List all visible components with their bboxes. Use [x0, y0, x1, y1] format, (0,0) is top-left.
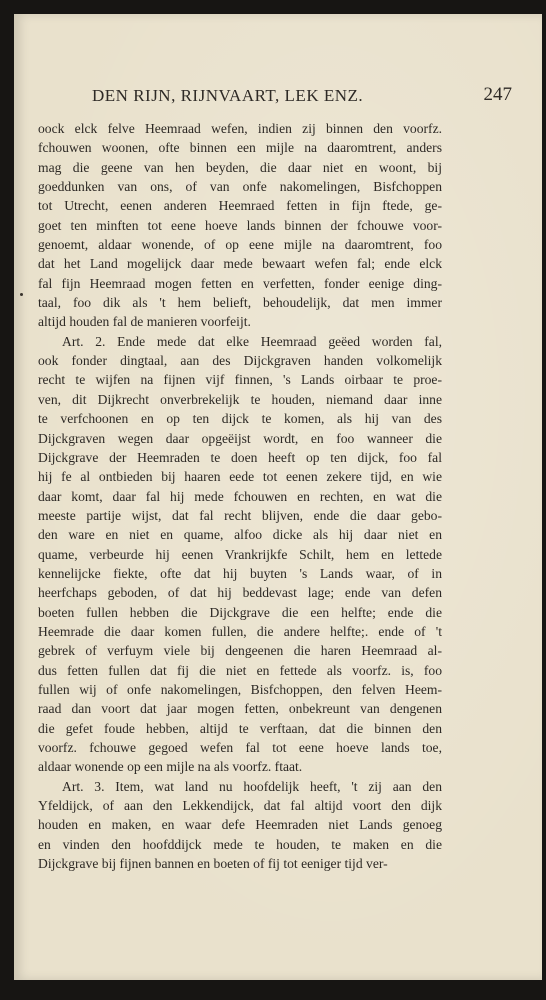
text-line: goeddunken van ons, of van onfe nakomelingen, Bisfchoppen: [38, 179, 442, 195]
text-line: Yfeldijck, of aan den Lekkendijck, dat fal altijd voort den dijk: [38, 798, 442, 814]
text-line: raad dan voort dat jaar mogen fetten, onbekreunt van dengenen: [38, 701, 442, 717]
text-line: voorfz. fchouwe gegoed wefen fal tot eene hoeve lands toe,: [38, 740, 442, 755]
text-line: altijd houden fal de manieren voorfeijt.: [38, 314, 251, 330]
text-line: Dijckgrave bij fijnen bannen en boeten of fij tot eeniger tijd ver-: [38, 856, 388, 872]
running-header: [92, 86, 512, 108]
text-line: ook fonder dingtaal, aan des Dijckgraven handen volkomelijk: [38, 353, 442, 369]
text-line: boeten fullen hebben die Dijckgrave die een helfte; ende die: [38, 604, 442, 620]
text-line: den ware en niet en quame, alfoo dicke als hij daar niet en: [38, 527, 442, 543]
text-line: hij fe al ontbieden bij haaren eede tot eenen zekere tijd, en wie: [38, 469, 442, 485]
text-line: daar komt, daar fal hij mede fchouwen en rechten, en wat die: [38, 488, 442, 504]
text-line: aldaar wonende op een mijle na als voorfz. ftaat.: [38, 759, 303, 775]
page-number: 247: [483, 84, 512, 105]
text-line: Dijckgrave der Heemraden te doen heeft op ten dijck, foo fal: [38, 449, 442, 465]
text-line: recht te wijfen na fijnen vijf finnen, 's Lands oirbaar te proe-: [38, 372, 442, 388]
text-line: goet ten minften tot eene hoeve lands binnen der fchouwe voor-: [38, 217, 442, 233]
text-line: heerfchaps geboden, of dat hij beddevast lage; ende van defen: [38, 585, 442, 601]
text-line: oock elck felve Heemraad wefen, indien zij binnen den voorfz.: [38, 121, 442, 136]
text-line: genoemt, aldaar wonende, of op eene mijle na daaromtrent, foo: [38, 237, 442, 253]
text-line: fullen wij of onfe nakomelingen, Bisfchoppen, den felven Heem-: [38, 681, 442, 697]
article-3-start: Art. 3. Item, wat land nu hoofdelijk heeft, 't zij aan den: [62, 778, 442, 794]
text-line: fchouwen woonen, ofte binnen een mijle na daaromtrent, anders: [38, 140, 442, 156]
running-title: DEN RIJN, RIJNVAART, LEK ENZ.: [92, 86, 364, 105]
margin-mark: [20, 293, 23, 296]
text-line: dat het Land mogelijck daar mede bewaart wefen fal; ende elck: [38, 256, 442, 272]
text-line: gebrek of verfuym viele bij dengeenen die haren Heemraad al-: [38, 643, 442, 659]
text-line: te verfchoonen en op ten dijck te komen, als hij van des: [38, 411, 442, 427]
text-line: die gefet foude hebben, altijd te verftaan, dat die binnen den: [38, 720, 442, 736]
text-line: quame, verbeurde hij eenen Vrankrijkfe Schilt, hem en lettede: [38, 546, 442, 562]
text-line: mag die geene van hen beyden, die daar niet en woont, bij: [38, 159, 442, 175]
text-line: meeste partije wijst, dat fal recht blijven, ende die daar gebo-: [38, 507, 442, 523]
body-text: [38, 119, 442, 873]
text-line: houden en maken, en waar defe Heemraden niet Lands genoeg: [38, 817, 442, 833]
text-line: fal fijn Heemraad mogen fetten en verfetten, fonder eenige ding-: [38, 275, 442, 291]
text-line: kennelijcke fiekte, ofte dat hij buyten 's Lands waar, of in: [38, 565, 442, 581]
text-line: Dijckgraven wegen daar opgeëijst wordt, en foo wanneer die: [38, 430, 442, 446]
text-line: Heemrade die daar komen fullen, die andere helfte;. ende of 't: [38, 623, 442, 639]
text-line: tot Utrecht, eenen anderen Heemraed fetten in fijn ftede, ge-: [38, 198, 442, 214]
text-line: en vinden den hoofddijck mede te houden, te maken en die: [38, 836, 442, 852]
text-line: taal, foo dik als 't hem belieft, behoudelijk, dat men immer: [38, 295, 442, 311]
text-line: ven, dit Dijkrecht onverbrekelijk te houden, niemand daar inne: [38, 391, 442, 407]
text-line: dus fetten fullen dat fij die niet en fettede als voorfz. is, foo: [38, 662, 442, 678]
article-2-start: Art. 2. Ende mede dat elke Heemraad geëed worden fal,: [62, 333, 442, 349]
